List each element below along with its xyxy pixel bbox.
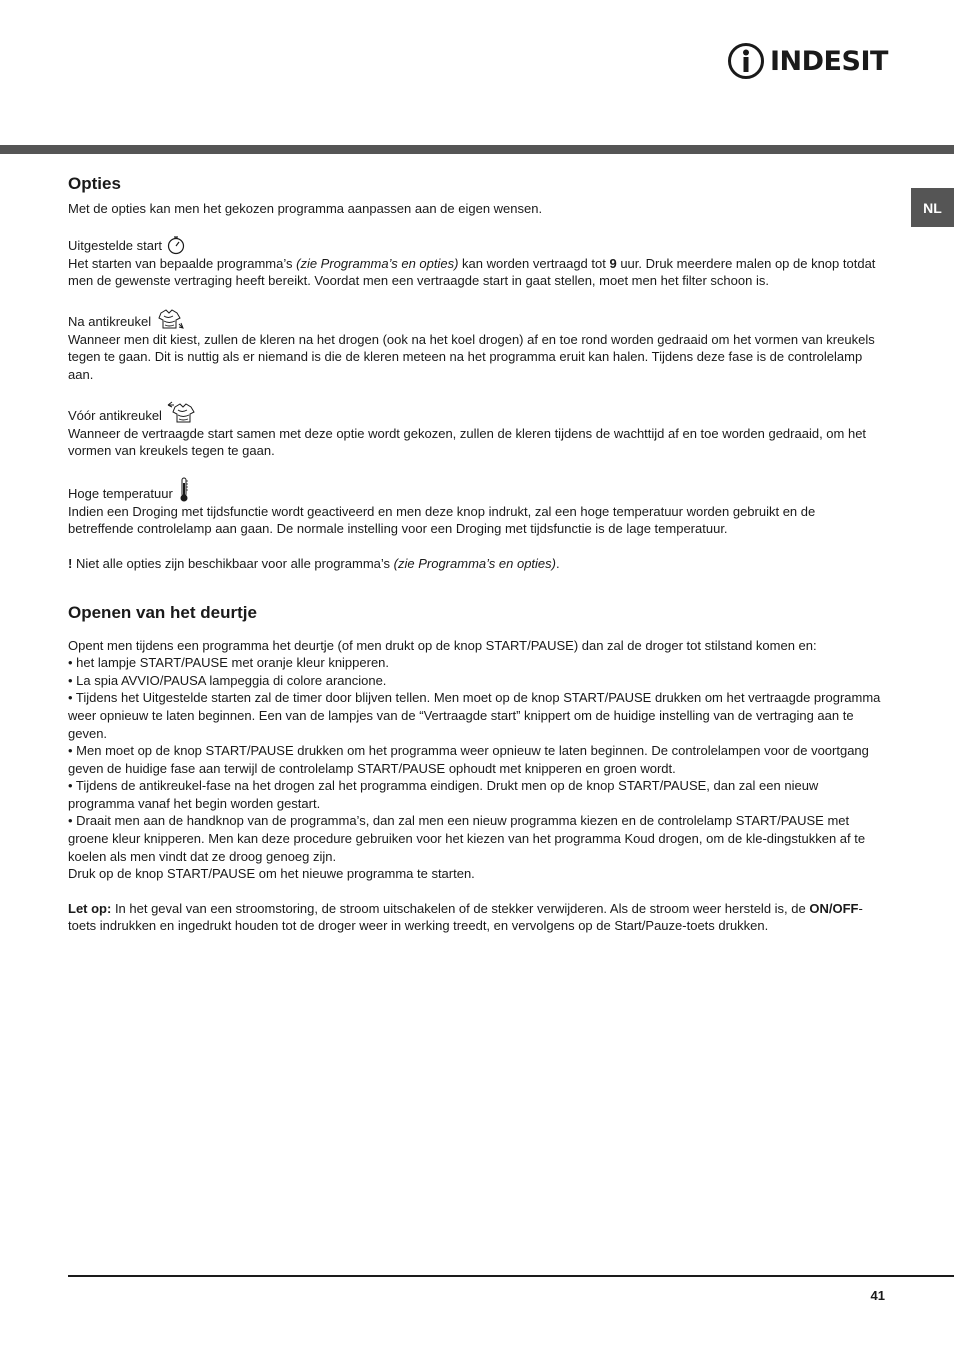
deurtje-line: Druk op de knop START/PAUSE om het nieuwe programma te starten. (68, 866, 475, 882)
deurtje-line: • La spia AVVIO/PAUSA lampeggia di colore arancione. (68, 672, 387, 688)
deurtje-line: • Tijdens de antikreukel-fase na het drogen zal het programma eindigen. Drukt men op de knop START/PAUSE, dan zal een nieuw programma vanaf het begin worden gestart. (68, 778, 819, 811)
shirt-before-icon (166, 401, 198, 425)
indesit-logo (727, 40, 888, 82)
na-antikreukel-label: Na antikreukel (68, 314, 152, 330)
uitgestelde-start-heading (68, 235, 884, 255)
deurtje-line: • Draait men aan de handknop van de programma’s, dan zal men een nieuw programma kiezen en de controlelamp START/PAUSE met groene kleur knipperen. Men kan deze procedure gebruiken voor het kiezen van het programma Koud drogen, om de kle-dingstukken af te koelen als men vindt dat ze droog genoeg zijn. (68, 813, 866, 864)
deurtje-title: Openen van het deurtje (68, 602, 257, 622)
opties-intro: Met de opties kan men het gekozen programma aanpassen aan de eigen wensen. (68, 201, 543, 216)
header-bar (0, 145, 954, 154)
na-antikreukel-text: Wanneer men dit kiest, zullen de kleren na het drogen (ook na het koel drogen) af en toe rond worden gedraaid om het vormen van kreukels tegen te gaan. Dit is nuttig als er niemand is die de kleren meteen na het programma eruit kan halen. Tijdens deze fase is de controlelamp aan. (68, 331, 875, 382)
hoge-temperatuur-text: Indien een Droging met tijdsfunctie wordt geactiveerd en men deze knop indrukt, zal een hoge temperatuur worden gebruikt en de betreffende controlelamp aan gaan. De normale instelling voor een Droging met tijdsfunctie is de lage temperatuur. (68, 503, 816, 537)
hoge-temperatuur-heading (68, 477, 884, 503)
deurtje-line: • Tijdens het Uitgestelde starten zal de timer door blijven tellen. Men moet op de knop START/PAUSE drukken om het vertraagde programma weer opnieuw te laten beginnen. Een van de lampjes van de “Vertraagde start” knippert om de huidige instelling van de vertraging aan te geven. (68, 690, 881, 741)
shirt-after-icon (155, 307, 185, 331)
hoge-temperatuur-label: Hoge temperatuur (68, 486, 173, 502)
deurtje-line: • het lampje START/PAUSE met oranje kleur knipperen. (68, 655, 390, 671)
logo-text: INDESIT (770, 45, 888, 77)
deurtje-line: Opent men tijdens een programma het deurtje (of men drukt op de knop START/PAUSE) dan zal de droger tot stilstand komen en: (68, 637, 817, 653)
indesit-logo-icon (727, 42, 765, 80)
page-number: 41 (870, 1288, 885, 1303)
let-op-note: Let op: In het geval van een stroomstoring, de stroom uitschakelen of de stekker verwijderen. Als de stroom weer hersteld is, de ON/OFF-toets indrukken en ingedrukt houden tot de droger weer in werking treedt, en vervolgens op de Start/Pauze-toets drukken. (68, 900, 863, 934)
voor-antikreukel-text: Wanneer de vertraagde start samen met deze optie wordt gekozen, zullen de kleren tijdens de wachttijd af en toe worden gedraaid, om het vormen van kreukels tegen te gaan. (68, 425, 867, 459)
opties-title: Opties (68, 174, 121, 193)
thermometer-icon (177, 477, 191, 503)
uitgestelde-start-text: Het starten van bepaalde programma’s (zie Programma’s en opties) kan worden vertraagd tot 9 uur. Druk meerdere malen op de knop totdat men de gewenste vertraging heeft bereikt. Voordat men een vertraagde start in gaat stellen, moet men het filter schoon is. (68, 255, 876, 289)
language-tab: NL (911, 188, 954, 227)
voor-antikreukel-label: Vóór antikreukel (68, 407, 162, 423)
footer-rule (68, 1275, 954, 1277)
opties-warning: ! Niet alle opties zijn beschikbaar voor alle programma’s (zie Programma’s en opties). (68, 555, 560, 571)
voor-antikreukel-heading (68, 401, 884, 425)
deurtje-line: • Men moet op de knop START/PAUSE drukken om het programma weer opnieuw te laten beginnen. De controlelampen voor de voortgang geven de huidige fase aan terwijl de controlelamp START/PAUSE ophoudt met knipperen en groen wordt. (68, 743, 869, 776)
na-antikreukel-heading (68, 307, 884, 331)
timer-icon (166, 235, 186, 255)
page-content (68, 172, 884, 935)
uitgestelde-start-label: Uitgestelde start (68, 238, 162, 253)
